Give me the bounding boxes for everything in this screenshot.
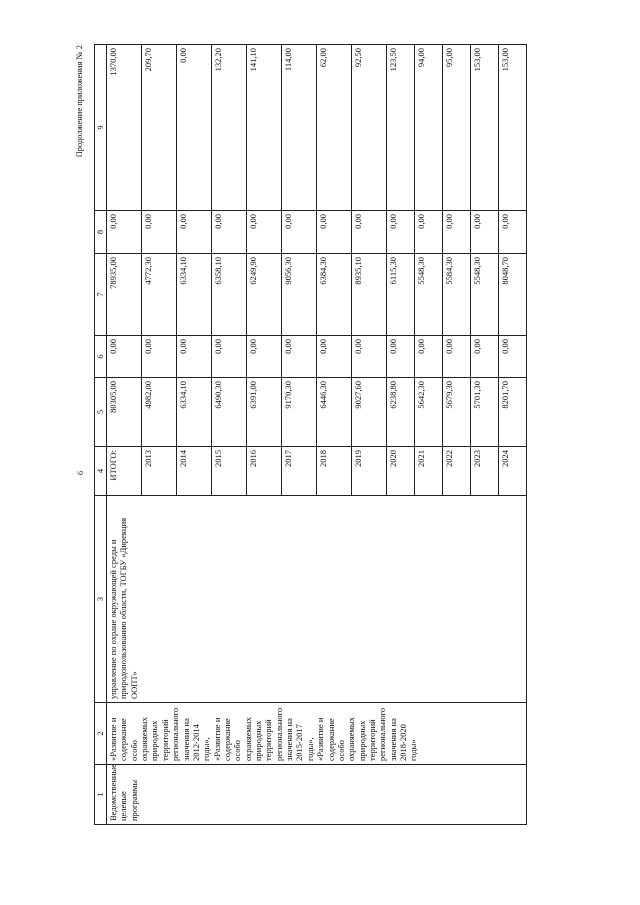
value-cell: 8935,10 bbox=[352, 254, 387, 336]
value-cell: 9027,60 bbox=[352, 378, 387, 447]
year-cell: 2020 bbox=[387, 447, 415, 496]
value-cell: 0,00 bbox=[247, 211, 282, 254]
value-cell: 0,00 bbox=[282, 336, 317, 378]
value-cell: 0,00 bbox=[471, 211, 499, 254]
column-header: 1 bbox=[95, 765, 107, 825]
column-header: 9 bbox=[95, 45, 107, 211]
value-cell: 0,00 bbox=[317, 211, 352, 254]
value-cell: 5584,30 bbox=[443, 254, 471, 336]
value-cell: 4982,00 bbox=[142, 378, 177, 447]
value-cell: 0,00 bbox=[387, 336, 415, 378]
value-cell: 5548,30 bbox=[415, 254, 443, 336]
value-cell: 0,00 bbox=[415, 211, 443, 254]
year-cell: 2023 bbox=[471, 447, 499, 496]
value-cell: 0,00 bbox=[352, 211, 387, 254]
value-cell: 6238,80 bbox=[387, 378, 415, 447]
value-cell: 94,00 bbox=[415, 45, 443, 211]
value-cell: 8048,70 bbox=[499, 254, 527, 336]
value-cell: 0,00 bbox=[142, 336, 177, 378]
value-cell: 6115,30 bbox=[387, 254, 415, 336]
rotated-landscape-page bbox=[70, 45, 560, 825]
value-cell: 153,00 bbox=[499, 45, 527, 211]
column-header: 2 bbox=[95, 703, 107, 765]
year-cell: 2015 bbox=[212, 447, 247, 496]
value-cell: 153,00 bbox=[471, 45, 499, 211]
value-cell: 0,00 bbox=[499, 336, 527, 378]
value-cell: 95,00 bbox=[443, 45, 471, 211]
value-cell: 0,00 bbox=[443, 211, 471, 254]
value-cell: 6358,10 bbox=[212, 254, 247, 336]
value-cell: 0,00 bbox=[212, 336, 247, 378]
value-cell: 6490,30 bbox=[212, 378, 247, 447]
value-cell: 0,00 bbox=[415, 336, 443, 378]
year-cell: ИТОГО: bbox=[107, 447, 142, 496]
year-cell: 2021 bbox=[415, 447, 443, 496]
column-header: 4 bbox=[95, 447, 107, 496]
value-cell: 0,00 bbox=[212, 211, 247, 254]
value-cell: 209,70 bbox=[142, 45, 177, 211]
year-cell: 2018 bbox=[317, 447, 352, 496]
value-cell: 6384,30 bbox=[317, 254, 352, 336]
value-cell: 0,00 bbox=[107, 336, 142, 378]
column-header: 3 bbox=[95, 496, 107, 703]
column-header: 6 bbox=[95, 336, 107, 378]
year-cell: 2019 bbox=[352, 447, 387, 496]
value-cell: 5548,30 bbox=[471, 254, 499, 336]
section-cell: Ведомственные целевые программы bbox=[107, 765, 527, 825]
value-cell: 9056,30 bbox=[282, 254, 317, 336]
value-cell: 0,00 bbox=[177, 45, 212, 211]
year-cell: 2014 bbox=[177, 447, 212, 496]
year-cell: 2016 bbox=[247, 447, 282, 496]
value-cell: 0,00 bbox=[387, 211, 415, 254]
page-number: 6 bbox=[76, 471, 85, 475]
value-cell: 6446,30 bbox=[317, 378, 352, 447]
value-cell: 6334,10 bbox=[177, 254, 212, 336]
value-cell: 6249,90 bbox=[247, 254, 282, 336]
year-cell: 2017 bbox=[282, 447, 317, 496]
year-cell: 2024 bbox=[499, 447, 527, 496]
value-cell: 0,00 bbox=[107, 211, 142, 254]
value-cell: 0,00 bbox=[142, 211, 177, 254]
value-cell: 0,00 bbox=[352, 336, 387, 378]
value-cell: 114,00 bbox=[282, 45, 317, 211]
column-number-row bbox=[95, 45, 107, 825]
value-cell: 9170,30 bbox=[282, 378, 317, 447]
budget-table bbox=[94, 44, 527, 825]
value-cell: 5701,30 bbox=[471, 378, 499, 447]
value-cell: 8201,70 bbox=[499, 378, 527, 447]
value-cell: 0,00 bbox=[471, 336, 499, 378]
executor-cell: управление по охране окружающей среды и природопользованию области, ТОГБУ «Дирекция ООПТ» bbox=[107, 496, 527, 703]
value-cell: 78935,00 bbox=[107, 254, 142, 336]
value-cell: 62,00 bbox=[317, 45, 352, 211]
value-cell: 92,50 bbox=[352, 45, 387, 211]
value-cell: 0,00 bbox=[317, 336, 352, 378]
year-cell: 2013 bbox=[142, 447, 177, 496]
value-cell: 4772,30 bbox=[142, 254, 177, 336]
value-cell: 5679,30 bbox=[443, 378, 471, 447]
column-header: 8 bbox=[95, 211, 107, 254]
value-cell: 0,00 bbox=[177, 336, 212, 378]
year-cell: 2022 bbox=[443, 447, 471, 496]
value-cell: 1370,00 bbox=[107, 45, 142, 211]
program-cell: «Развитие и содержание особо охраняемых природных территорий регионального значения на 2012-2014 годы», «Развитие и содержание особо охраняемых природных территорий регионального значения на 2015-2017 годы», «Развитие и содержание особо охраняемых природных территорий регионального значения на 2018-2020 годы» bbox=[107, 703, 527, 765]
value-cell: 0,00 bbox=[499, 211, 527, 254]
value-cell: 132,20 bbox=[212, 45, 247, 211]
value-cell: 0,00 bbox=[443, 336, 471, 378]
value-cell: 123,50 bbox=[387, 45, 415, 211]
value-cell: 6334,10 bbox=[177, 378, 212, 447]
value-cell: 80305,00 bbox=[107, 378, 142, 447]
value-cell: 6391,00 bbox=[247, 378, 282, 447]
value-cell: 0,00 bbox=[177, 211, 212, 254]
value-cell: 0,00 bbox=[247, 336, 282, 378]
continuation-note: Продолжение приложения № 2 bbox=[74, 45, 84, 158]
column-header: 7 bbox=[95, 254, 107, 336]
value-cell: 5642,30 bbox=[415, 378, 443, 447]
value-cell: 141,10 bbox=[247, 45, 282, 211]
value-cell: 0,00 bbox=[282, 211, 317, 254]
table-row bbox=[107, 45, 142, 825]
column-header: 5 bbox=[95, 378, 107, 447]
